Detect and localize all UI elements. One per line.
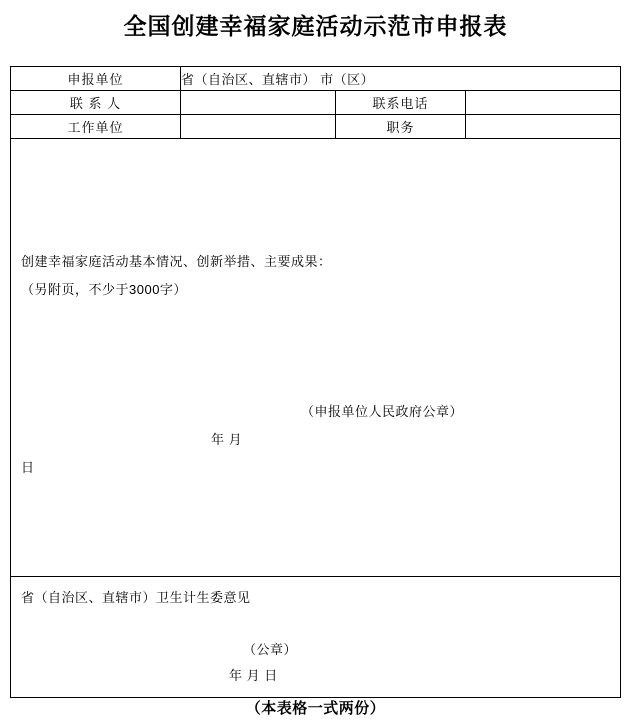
opinion-title: 省（自治区、直辖市）卫生计生委意见 bbox=[21, 590, 251, 605]
label-contact-person: 联 系 人 bbox=[11, 91, 181, 115]
form-table bbox=[10, 66, 621, 698]
value-contact-person[interactable] bbox=[181, 91, 336, 115]
opinion-inner bbox=[11, 577, 620, 697]
form-footnote: （本表格一式两份） bbox=[245, 700, 386, 717]
table-row bbox=[11, 91, 621, 115]
document-page bbox=[0, 8, 631, 725]
value-applicant-unit[interactable]: 省（自治区、直辖市） 市（区） bbox=[181, 67, 621, 91]
table-row bbox=[11, 139, 621, 577]
opinion-cell[interactable] bbox=[11, 577, 621, 698]
opinion-date-line[interactable]: 年 月 日 bbox=[229, 668, 278, 683]
applicant-date-line[interactable]: 年 月 bbox=[211, 432, 243, 447]
table-row bbox=[11, 577, 621, 698]
main-content-inner bbox=[11, 139, 620, 576]
page-title: 全国创建幸福家庭活动示范市申报表 bbox=[123, 13, 508, 39]
application-form bbox=[10, 66, 620, 698]
label-position: 职务 bbox=[336, 115, 466, 139]
value-position[interactable] bbox=[466, 115, 621, 139]
table-row bbox=[11, 115, 621, 139]
label-applicant-unit: 申报单位 bbox=[11, 67, 181, 91]
main-heading: 创建幸福家庭活动基本情况、创新举措、主要成果： bbox=[21, 254, 332, 269]
applicant-day-line[interactable]: 日 bbox=[21, 460, 35, 475]
main-content-cell[interactable] bbox=[11, 139, 621, 577]
value-contact-phone[interactable] bbox=[466, 91, 621, 115]
opinion-seal-note: （公章） bbox=[243, 642, 298, 657]
label-work-unit: 工作单位 bbox=[11, 115, 181, 139]
table-row bbox=[11, 67, 621, 91]
value-work-unit[interactable] bbox=[181, 115, 336, 139]
main-subheading: （另附页，不少于3000字） bbox=[21, 282, 187, 297]
label-contact-phone: 联系电话 bbox=[336, 91, 466, 115]
applicant-seal-note: （申报单位人民政府公章） bbox=[301, 404, 464, 419]
